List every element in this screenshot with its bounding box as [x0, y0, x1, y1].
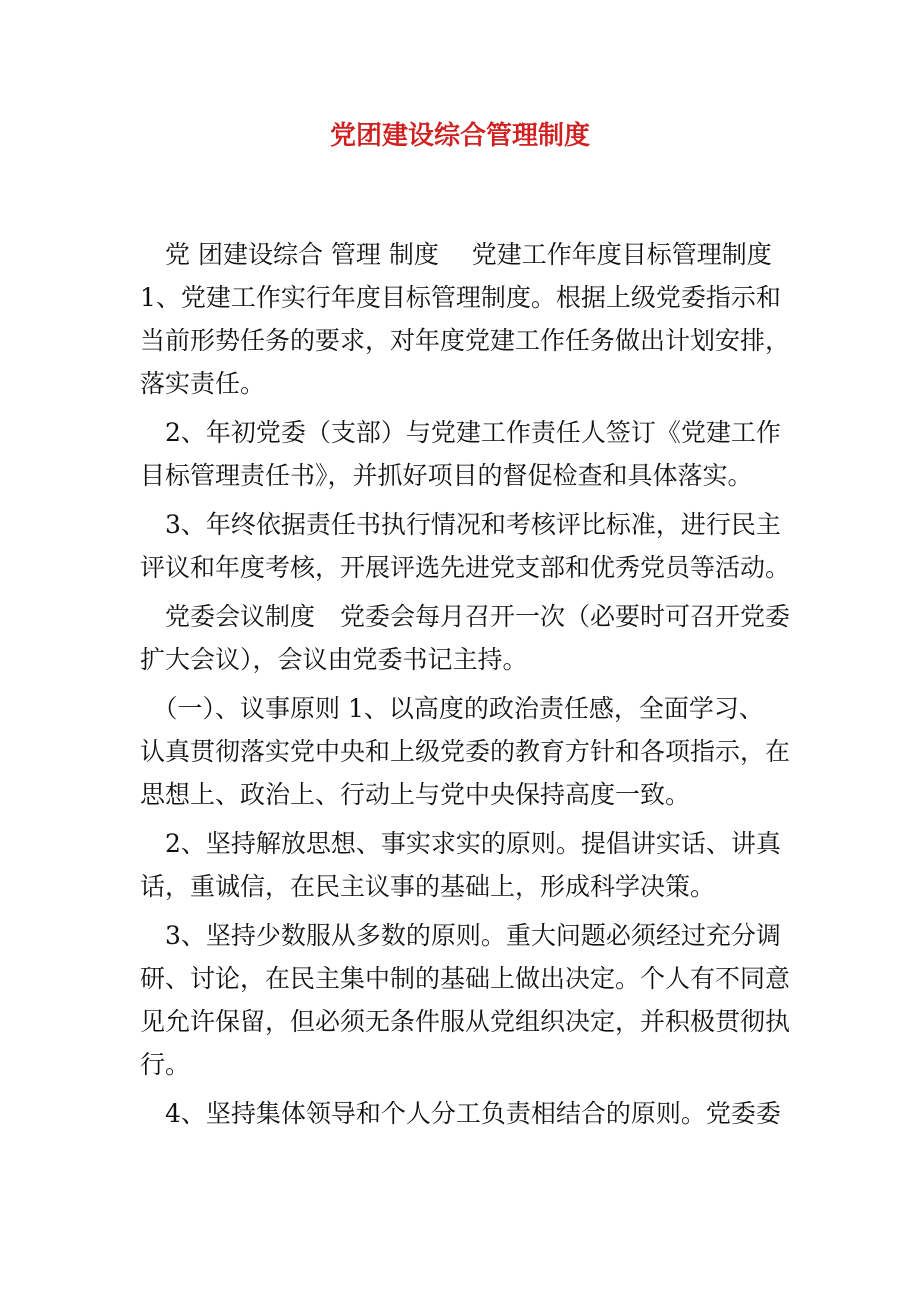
text-line: 评议和年度考核，开展评选先进党支部和优秀党员等活动。 [140, 553, 791, 582]
text-line: 党 团建设综合 管理 制度 党建工作年度目标管理制度 [140, 240, 772, 269]
text-line: 1、党建工作实行年度目标管理制度。根据上级党委指示和 [140, 283, 781, 312]
text-line: 行。 [140, 1050, 191, 1079]
text-line: 思想上、政治上、行动上与党中央保持高度一致。 [140, 780, 691, 809]
text-line: 认真贯彻落实党中央和上级党委的教育方针和各项指示，在 [140, 737, 791, 766]
document-body [140, 233, 791, 1135]
text-line: 话，重诚信，在民主议事的基础上，形成科学决策。 [140, 872, 716, 901]
text-line: 当前形势任务的要求，对年度党建工作任务做出计划安排， [140, 326, 791, 355]
text-line: 3、年终依据责任书执行情况和考核评比标准，进行民主 [140, 510, 781, 539]
text-line: 目标管理责任书》，并抓好项目的督促检查和具体落实。 [140, 461, 753, 490]
document-title: 党团建设综合管理制度 [329, 121, 590, 151]
text-line: 见允许保留，但必须无条件服从党组织决定，并积极贯彻执 [140, 1007, 791, 1036]
text-line: 4、坚持集体领导和个人分工负责相结合的原则。党委委 [140, 1099, 781, 1128]
text-line: 研、讨论，在民主集中制的基础上做出决定。个人有不同意 [140, 964, 791, 993]
text-line: 2、坚持解放思想、事实求实的原则。提倡讲实话、讲真 [140, 829, 781, 858]
text-line: （一）、议事原则 1、以高度的政治责任感，全面学习、 [140, 694, 764, 723]
text-line: 落实责任。 [140, 369, 266, 398]
text-line: 扩大会议），会议由党委书记主持。 [140, 645, 528, 674]
text-line: 党委会议制度 党委会每月召开一次（必要时可召开党委 [140, 602, 791, 631]
text-line: 3、坚持少数服从多数的原则。重大问题必须经过充分调 [140, 921, 781, 950]
text-line: 2、年初党委（支部）与党建工作责任人签订《党建工作 [140, 418, 781, 447]
